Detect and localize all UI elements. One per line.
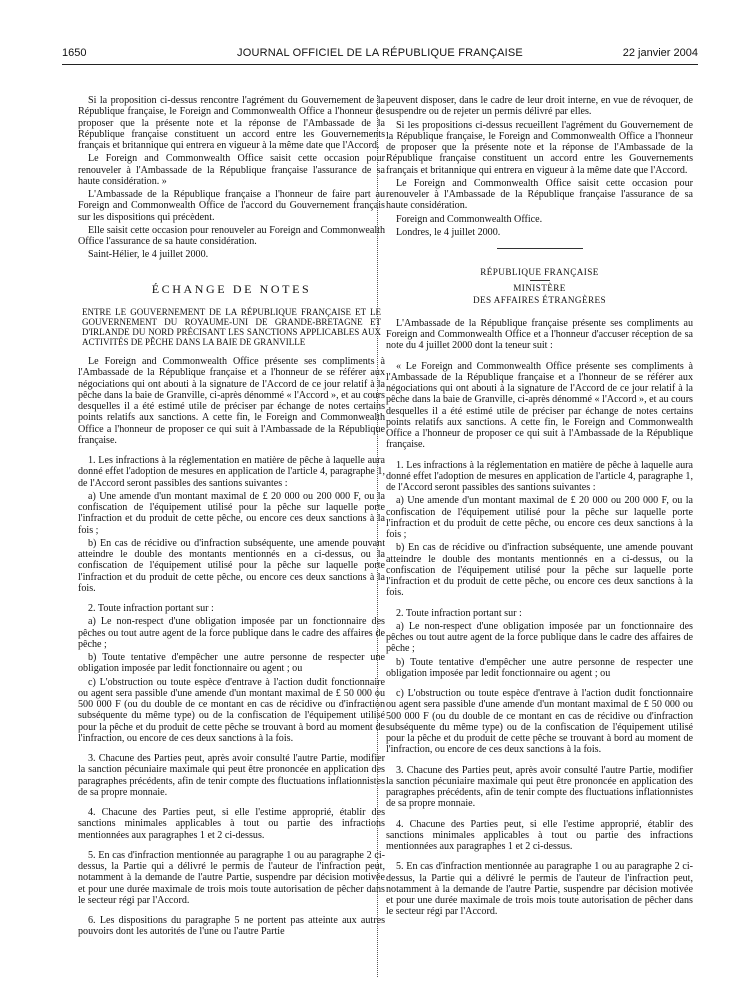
paragraph: 2. Toute infraction portant sur :: [396, 607, 522, 619]
paragraph: L'Ambassade de la République française présente ses compliments au Foreign and Commonwealth Office et a l'honneur d'accuser réception de sa note du 4 juillet 2000 dont la teneur suit :: [386, 317, 693, 352]
paragraph: Le Foreign and Commonwealth Office présente ses compliments à l'Ambassade de la République française et a l'honneur de se référer aux négociations qui ont abouti à la signature de l'Accord de ce jour relatif à la pêche dans la baie de Granville, ci-après dénommé « l'Accord », et au cours desquelles il a été estimé utile de préciser par échange de notes certains points relatifs aux sanctions. A cette fin, le Foreign and Commonwealth Office a l'honneur de proposer ce qui suit à l'Ambassade de la République française.: [78, 356, 385, 446]
paragraph: 3. Chacune des Parties peut, après avoir consulté l'autre Partie, modifier la sanction pécuniaire maximale qui peut être prononcée en application des paragraphes précédents, afin de tenir compte des fluctuations inflationnistes de sa propre monnaie.: [78, 753, 385, 798]
column-divider: [377, 95, 378, 977]
paragraph: Si les propositions ci-dessus recueillent l'agrément du Gouvernement de la République française, le Foreign and Commonwealth Office a l'honneur de proposer que la présente note et la réponse de l'Ambassade de la République française constituent un accord entre les Gouvernements français et britannique qui entrera en vigueur à la même date que l'Accord.: [386, 119, 693, 176]
paragraph: b) En cas de récidive ou d'infraction subséquente, une amende pouvant atteindre le double des montants mentionnés en a ci-dessus, ou la confiscation de l'équipement utilisé pour la pêche sur laquelle porte l'infraction et du produit de cette pêche, ou encore ces deux sanctions à la fois.: [78, 537, 385, 594]
paragraph: 3. Chacune des Parties peut, après avoir consulté l'autre Partie, modifier la sanction pécuniaire maximale qui peut être prononcée en application des paragraphes précédents, afin de tenir compte des fluctuations inflationnistes de sa propre monnaie.: [386, 764, 693, 810]
paragraph: 4. Chacune des Parties peut, si elle l'estime approprié, établir des sanctions minimales applicables à tout ou partie des infractions mentionnées aux paragraphes 1 et 2 ci-dessus.: [78, 807, 385, 841]
signature-place-date: Saint-Hélier, le 4 juillet 2000.: [88, 249, 209, 261]
right-column: [386, 95, 693, 920]
paragraph: Elle saisit cette occasion pour renouveler au Foreign and Commonwealth Office l'assurance de sa haute considération.: [78, 224, 385, 247]
ministere-subheading: DES AFFAIRES ÉTRANGÈRES: [472, 294, 607, 305]
paragraph: c) L'obstruction ou toute espèce d'entrave à l'action dudit fonctionnaire ou agent sera passible d'une amende d'un montant maximal de £ 50 000 ou 500 000 F (ou du double de ce montant en cas de récidive ou d'infraction subséquente du même type) ou de la confiscation de l'équipement utilisé pour la pêche et du produit de cette pêche se trouvant à bord au moment de l'infraction, ou encore de ces deux sanctions à la fois.: [78, 676, 385, 744]
page-number: 1650: [62, 47, 87, 59]
paragraph: 2. Toute infraction portant sur :: [88, 603, 214, 615]
paragraph: Le Foreign and Commonwealth Office saisit cette occasion pour renouveler à l'Ambassade de la République française l'assurance de sa haute considération. »: [78, 153, 385, 187]
paragraph: Si la proposition ci-dessus rencontre l'agrément du Gouvernement de la République française, le Foreign and Commonwealth Office a l'honneur de proposer que la présente note et la réponse de l'Ambassade de la République française constituent un accord entre les Gouvernements français et britannique qui entrera en vigueur à la même date que l'Accord.: [78, 95, 385, 151]
paragraph: L'Ambassade de la République française a l'honneur de faire part au Foreign and Commonwealth Office de l'accord du Gouvernement français sur les dispositions qui précèdent.: [78, 189, 385, 223]
paragraph: b) Toute tentative d'empêcher une autre personne de respecter une obligation imposée par ledit fonctionnaire ou agent ; ou: [78, 652, 385, 675]
paragraph: 1. Les infractions à la réglementation en matière de pêche à laquelle aura donné effet l'adoption de mesures en application de l'article 4, paragraphe 1, de l'Accord seront passibles des santions suivantes :: [386, 459, 693, 493]
paragraph: a) Le non-respect d'une obligation imposée par un fonctionnaire des pêches ou tout autre agent de la force publique dans le cadre des affaires de pêche ;: [386, 620, 693, 655]
paragraph: c) L'obstruction ou toute espèce d'entrave à l'action dudit fonctionnaire ou agent sera passible d'une amende d'un montant maximal de £ 50 000 ou 500 000 F (ou du double de ce montant en cas de récidive ou d'infraction subséquente du même type) ou de la confiscation de l'équipement utilisé pour la pêche et du produit de cette pêche se trouvant à bord au moment de l'infraction, ou encore de ces deux sanctions à la fois.: [386, 688, 693, 756]
signature-place-date: Londres, le 4 juillet 2000.: [396, 226, 501, 238]
issue-date: 22 janvier 2004: [622, 47, 698, 59]
section-subtitle: ENTRE LE GOUVERNEMENT DE LA RÉPUBLIQUE FRANÇAISE ET LE GOUVERNEMENT DU ROYAUME-UNI DE GRANDE-BRETAGNE ET D'IRLANDE DU NORD PRÉCISANT LES SANCTIONS APPLICABLES AUX ACTIVITÉS DE PÊCHE DANS LA BAIE DE GRANVILLE: [82, 306, 381, 348]
paragraph: 1. Les infractions à la réglementation en matière de pêche à laquelle aura donné effet l'adoption de mesures en application de l'article 4, paragraphe 1, de l'Accord seront passibles des santions suivantes :: [78, 455, 385, 489]
separator-rule: [497, 248, 583, 249]
paragraph: Foreign and Commonwealth Office.: [396, 213, 543, 225]
left-column: [78, 95, 385, 940]
republique-heading: RÉPUBLIQUE FRANÇAISE: [480, 267, 599, 277]
paragraph: a) Le non-respect d'une obligation imposée par un fonctionnaire des pêches ou tout autre agent de la force publique dans le cadre des affaires de pêche ;: [78, 616, 385, 650]
paragraph: 5. En cas d'infraction mentionnée au paragraphe 1 ou au paragraphe 2 ci-dessus, la Partie qui a délivré le permis de l'auteur de l'infraction peut, notamment à la demande de l'autre Partie, suspendre par décision motivée et pour une durée maximale de trois mois toute autorisation de pêcher dans le secteur régi par l'Accord.: [386, 861, 693, 918]
paragraph: b) Toute tentative d'empêcher une autre personne de respecter une obligation imposée par ledit fonctionnaire ou agent ; ou: [386, 656, 693, 679]
paragraph: « Le Foreign and Commonwealth Office présente ses compliments à l'Ambassade de la République française et a l'honneur de se référer aux négociations qui ont abouti à la signature de l'Accord de ce jour relatif à la pêche dans la baie de Granville, ci-après dénommé « l'Accord », et au cours desquelles il a été estimé utile de préciser par échange de notes certains points relatifs aux sanctions. A cette fin, le Foreign and Commonwealth Office a l'honneur de proposer ce qui suit à l'Ambassade de la République française.: [386, 360, 693, 451]
paragraph: 6. Les dispositions du paragraphe 5 ne portent pas atteinte aux autres pouvoirs dont les autorités de l'une ou l'autre Partie: [78, 915, 385, 938]
paragraph: a) Une amende d'un montant maximal de £ 20 000 ou 200 000 F, ou la confiscation de l'équipement utilisé pour la pêche sur laquelle porte l'infraction et du produit de cette pêche, ou encore ces deux sanctions à la fois ;: [386, 495, 693, 540]
paragraph: b) En cas de récidive ou d'infraction subséquente, une amende pouvant atteindre le double des montants mentionnés en a ci-dessus, ou la confiscation de l'équipement utilisé pour la pêche sur laquelle porte l'infraction et du produit de cette pêche, ou encore ces deux sanctions à la fois.: [386, 542, 693, 599]
paragraph: a) Une amende d'un montant maximal de £ 20 000 ou 200 000 F, ou la confiscation de l'équipement utilisé pour la pêche sur laquelle porte l'infraction et du produit de cette pêche, ou encore ces deux sanctions à la fois ;: [78, 490, 385, 536]
paragraph: peuvent disposer, dans le cadre de leur droit interne, en vue de révoquer, de suspendre ou de rejeter un permis délivré par elles.: [386, 95, 693, 118]
paragraph: 5. En cas d'infraction mentionnée au paragraphe 1 ou au paragraphe 2 ci-dessus, la Partie qui a délivré le permis de l'auteur de l'infraction peut, notamment à la demande de l'autre Partie, suspendre par décision motivée et pour une durée maximale de trois mois toute autorisation de pêcher dans le secteur régi par l'Accord.: [78, 849, 385, 906]
paragraph: 4. Chacune des Parties peut, si elle l'estime approprié, établir des sanctions minimales applicables à tout ou partie des infractions mentionnées aux paragraphes 1 et 2 ci-dessus.: [386, 818, 693, 852]
journal-title: JOURNAL OFFICIEL DE LA RÉPUBLIQUE FRANÇAISE: [237, 47, 523, 59]
small-rule: [530, 280, 550, 281]
page-header: [62, 46, 698, 65]
paragraph: Le Foreign and Commonwealth Office saisit cette occasion pour renouveler à l'Ambassade de la République française l'assurance de sa haute considération.: [386, 177, 693, 212]
section-title: ÉCHANGE DE NOTES: [151, 281, 312, 296]
ministere-heading: MINISTÈRE: [513, 283, 566, 294]
